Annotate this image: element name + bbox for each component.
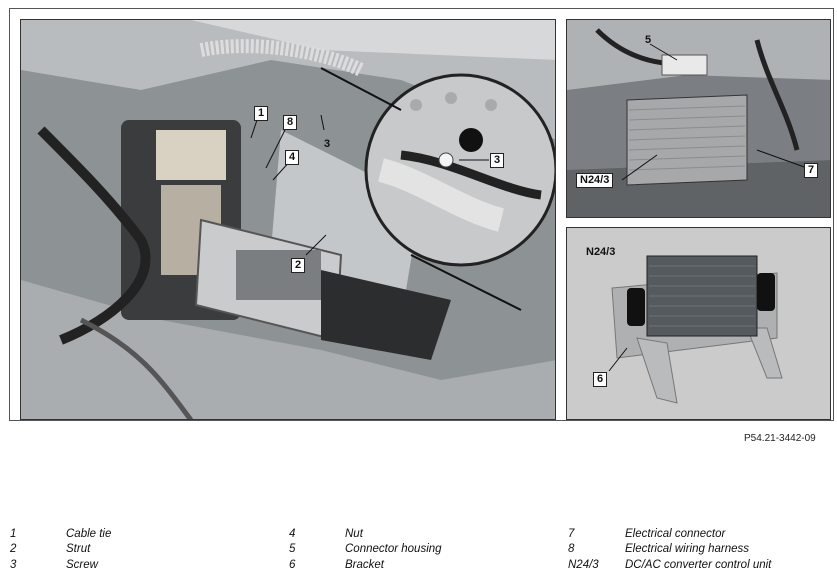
callout-8: 8	[283, 115, 297, 130]
callout-2: 2	[291, 258, 305, 273]
main-photo-illustration	[21, 20, 556, 420]
figure-reference-code: P54.21-3442-09	[744, 433, 816, 444]
callout-n24-3-bottom: N24/3	[586, 246, 616, 258]
callout-3-detail: 3	[490, 153, 504, 168]
legend-key: 4	[289, 528, 296, 540]
legend-label: Strut	[66, 543, 91, 555]
top-right-photo	[566, 19, 831, 218]
legend-key: N24/3	[568, 559, 599, 571]
callout-5: 5	[645, 34, 652, 46]
legend-key: 3	[10, 559, 17, 571]
callout-1: 1	[254, 106, 268, 121]
legend-key: 8	[568, 543, 575, 555]
callout-3-main: 3	[324, 138, 331, 150]
legend-label: Connector housing	[345, 543, 442, 555]
main-photo	[20, 19, 556, 420]
top-right-photo-illustration	[567, 20, 831, 218]
legend-key: 2	[10, 543, 17, 555]
legend-key: 7	[568, 528, 575, 540]
bottom-right-photo	[566, 227, 831, 420]
callout-4: 4	[285, 150, 299, 165]
legend-key: 6	[289, 559, 296, 571]
callout-7: 7	[804, 163, 818, 178]
callout-n24-3-top: N24/3	[576, 173, 613, 188]
legend-label: Nut	[345, 528, 363, 540]
legend-label: Electrical wiring harness	[625, 543, 749, 555]
legend-key: 1	[10, 528, 17, 540]
legend-label: Cable tie	[66, 528, 112, 540]
legend-label: Bracket	[345, 559, 384, 571]
legend-label: Electrical connector	[625, 528, 726, 540]
legend-key: 5	[289, 543, 296, 555]
legend-label: Screw	[66, 559, 98, 571]
legend-label: DC/AC converter control unit	[625, 559, 772, 571]
figure-frame	[9, 8, 834, 421]
callout-6: 6	[593, 372, 607, 387]
